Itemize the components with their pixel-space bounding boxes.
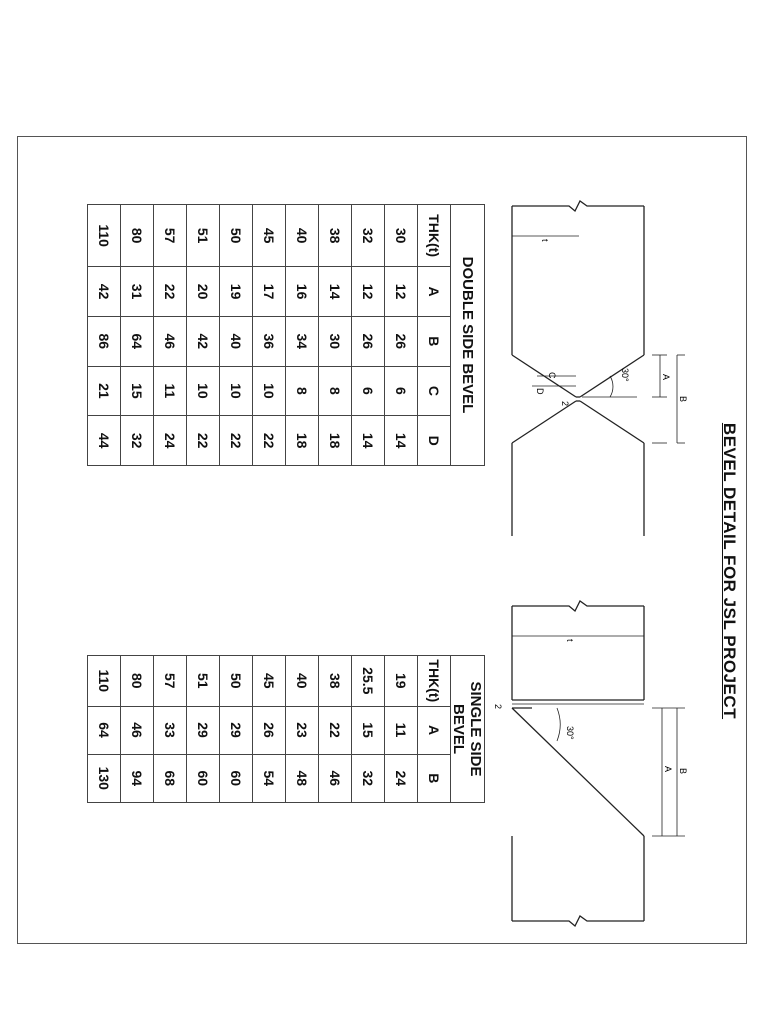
table-cell: 51 xyxy=(187,205,220,267)
table-cell: 23 xyxy=(286,706,319,754)
table-cell: 12 xyxy=(352,267,385,317)
table-cell: 10 xyxy=(187,366,220,416)
double-side-heading: DOUBLE SIDE BEVEL xyxy=(451,204,485,466)
table-cell: 16 xyxy=(286,267,319,317)
table-row xyxy=(385,656,418,803)
table-cell: 57 xyxy=(154,656,187,707)
table-cell: 38 xyxy=(319,656,352,707)
table-cell: 32 xyxy=(352,205,385,267)
table-cell: 17 xyxy=(253,267,286,317)
double-dim-c-label: C xyxy=(547,372,557,379)
single-dim-b-label: B xyxy=(678,768,688,775)
table-cell: 15 xyxy=(352,706,385,754)
single-side-heading-line1: SINGLE SIDE xyxy=(467,681,484,777)
table-cell: 26 xyxy=(385,316,418,366)
column-header: B xyxy=(418,316,451,366)
table-row xyxy=(220,205,253,466)
table-cell: 19 xyxy=(385,656,418,707)
table-cell: 80 xyxy=(121,205,154,267)
column-header: B xyxy=(418,754,451,802)
table-cell: 12 xyxy=(385,267,418,317)
double-thk-label: t xyxy=(540,239,550,242)
double-dim-a-label: A xyxy=(661,374,671,381)
table-cell: 20 xyxy=(187,267,220,317)
table-cell: 46 xyxy=(154,316,187,366)
table-cell: 30 xyxy=(385,205,418,267)
table-cell: 19 xyxy=(220,267,253,317)
table-cell: 110 xyxy=(88,205,121,267)
table-cell: 25.5 xyxy=(352,656,385,707)
table-cell: 29 xyxy=(220,706,253,754)
table-cell: 22 xyxy=(187,416,220,466)
table-cell: 33 xyxy=(154,706,187,754)
table-cell: 38 xyxy=(319,205,352,267)
table-cell: 60 xyxy=(187,754,220,802)
table-cell: 10 xyxy=(220,366,253,416)
column-header: A xyxy=(418,706,451,754)
table-row xyxy=(121,205,154,466)
single-thk-label: t xyxy=(565,639,575,642)
table-cell: 46 xyxy=(319,754,352,802)
table-cell: 50 xyxy=(220,656,253,707)
table-row xyxy=(88,656,121,803)
table-cell: 64 xyxy=(121,316,154,366)
table-cell: 51 xyxy=(187,656,220,707)
double-angle-label: 30° xyxy=(620,368,630,382)
table-row xyxy=(121,656,154,803)
table-cell: 22 xyxy=(220,416,253,466)
column-header: A xyxy=(418,267,451,317)
table-cell: 11 xyxy=(385,706,418,754)
table-cell: 94 xyxy=(121,754,154,802)
table-cell: 29 xyxy=(187,706,220,754)
table-cell: 86 xyxy=(88,316,121,366)
column-header: C xyxy=(418,366,451,416)
double-gap-label: 2 xyxy=(560,401,570,407)
column-header: THK(t) xyxy=(418,205,451,267)
single-side-table xyxy=(87,655,451,803)
table-row xyxy=(286,205,319,466)
table-row xyxy=(154,205,187,466)
table-cell: 60 xyxy=(220,754,253,802)
table-row xyxy=(352,656,385,803)
page-title: BEVEL DETAIL FOR JSL PROJECT xyxy=(720,422,739,720)
table-row xyxy=(253,205,286,466)
table-row xyxy=(187,656,220,803)
table-row xyxy=(220,656,253,803)
single-bevel-diagram xyxy=(477,596,707,936)
table-row xyxy=(154,656,187,803)
table-cell: 32 xyxy=(121,416,154,466)
table-cell: 14 xyxy=(352,416,385,466)
table-cell: 18 xyxy=(286,416,319,466)
table-cell: 21 xyxy=(88,366,121,416)
table-row xyxy=(385,205,418,466)
double-bevel-diagram xyxy=(477,196,707,536)
table-row xyxy=(286,656,319,803)
header-row xyxy=(418,656,451,803)
table-cell: 8 xyxy=(319,366,352,416)
table-cell: 48 xyxy=(286,754,319,802)
table-cell: 22 xyxy=(154,267,187,317)
table-cell: 14 xyxy=(319,267,352,317)
table-row xyxy=(253,656,286,803)
table-cell: 32 xyxy=(352,754,385,802)
table-row xyxy=(352,205,385,466)
table-row xyxy=(88,205,121,466)
table-cell: 45 xyxy=(253,656,286,707)
table-cell: 40 xyxy=(220,316,253,366)
single-dim-a-label: A xyxy=(663,766,673,773)
table-cell: 11 xyxy=(154,366,187,416)
table-cell: 24 xyxy=(154,416,187,466)
table-cell: 54 xyxy=(253,754,286,802)
table-cell: 44 xyxy=(88,416,121,466)
table-cell: 46 xyxy=(121,706,154,754)
table-cell: 34 xyxy=(286,316,319,366)
table-cell: 40 xyxy=(286,205,319,267)
double-dim-b-label: B xyxy=(678,396,688,403)
table-cell: 42 xyxy=(187,316,220,366)
table-cell: 15 xyxy=(121,366,154,416)
single-side-heading-line2: BEVEL xyxy=(450,703,467,754)
double-side-table xyxy=(87,204,451,466)
table-cell: 8 xyxy=(286,366,319,416)
bevel-sheet xyxy=(17,136,747,944)
table-cell: 68 xyxy=(154,754,187,802)
table-cell: 42 xyxy=(88,267,121,317)
column-header: THK(t) xyxy=(418,656,451,707)
table-cell: 80 xyxy=(121,656,154,707)
table-row xyxy=(187,205,220,466)
table-cell: 22 xyxy=(253,416,286,466)
table-cell: 45 xyxy=(253,205,286,267)
table-row xyxy=(319,656,352,803)
table-cell: 110 xyxy=(88,656,121,707)
table-cell: 64 xyxy=(88,706,121,754)
table-cell: 30 xyxy=(319,316,352,366)
table-cell: 24 xyxy=(385,754,418,802)
header-row xyxy=(418,205,451,466)
table-cell: 57 xyxy=(154,205,187,267)
table-row xyxy=(319,205,352,466)
table-cell: 6 xyxy=(352,366,385,416)
table-cell: 22 xyxy=(319,706,352,754)
table-cell: 36 xyxy=(253,316,286,366)
table-cell: 14 xyxy=(385,416,418,466)
table-cell: 130 xyxy=(88,754,121,802)
single-angle-label: 30° xyxy=(565,726,575,740)
table-cell: 50 xyxy=(220,205,253,267)
table-cell: 6 xyxy=(385,366,418,416)
table-cell: 26 xyxy=(253,706,286,754)
table-cell: 31 xyxy=(121,267,154,317)
table-cell: 26 xyxy=(352,316,385,366)
table-cell: 18 xyxy=(319,416,352,466)
single-gap-label: 2 xyxy=(493,704,503,710)
table-cell: 10 xyxy=(253,366,286,416)
double-dim-d-label: D xyxy=(535,388,545,395)
table-cell: 40 xyxy=(286,656,319,707)
column-header: D xyxy=(418,416,451,466)
single-side-heading xyxy=(451,655,485,803)
